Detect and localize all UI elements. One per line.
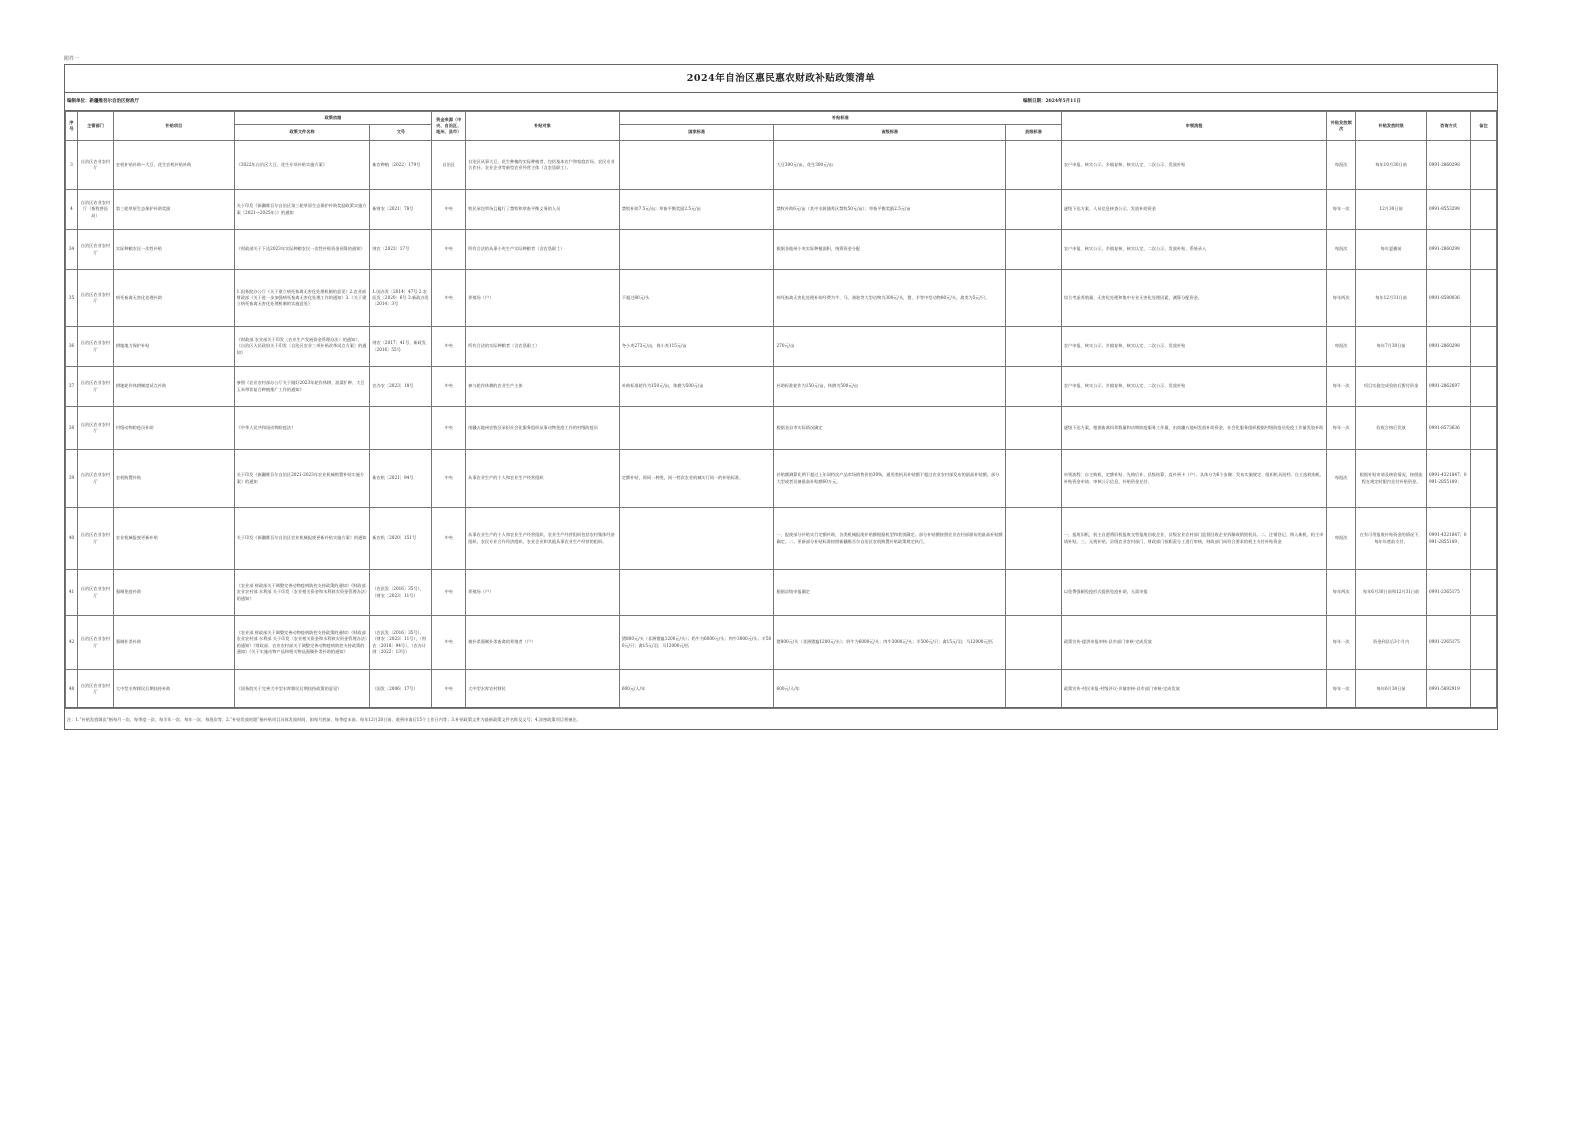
cell-basis-no: （农医发〔2016〕35号），（财农〔2023〕11号），（财农〔2018〕94号），（农办计财〔2022〕13号）: [370, 616, 432, 670]
cell-dept: 自治区农业农村厅: [77, 270, 113, 327]
cell-std-region: 补助标准轮作为150元/亩，休耕为500元/亩: [774, 367, 1005, 407]
cell-remark: [1470, 570, 1496, 616]
cell-frequency: 每年一次: [1327, 616, 1356, 670]
cell-basis-no: [370, 407, 432, 450]
cell-std-region: 大豆300元/亩，花生300元/亩: [774, 141, 1005, 190]
cell-item: 第三轮草原生态保护补助奖励: [113, 190, 234, 230]
cell-frequency: 每批次: [1327, 327, 1356, 367]
cell-process: 政策宣传-村民申报-村级评议-乡镇审核-县市部门审核-完成发放: [1061, 670, 1326, 709]
cell-contact: 0991-2860298: [1427, 141, 1471, 190]
cell-std-county: [1005, 190, 1061, 230]
cell-timing: 在有可用报废补贴资金的情况下，每年年底前支付。: [1356, 508, 1427, 570]
cell-target: 自治区从事大豆、花生种植的实际种植者，包括基本农户和家庭农场、农民专业合作社、农业企业等新型农业经营主体（含农垦职工）。: [466, 141, 620, 190]
header-seq: 序号: [66, 112, 78, 141]
header-source: 资金来源（中央、自治区、地州、县市）: [432, 112, 466, 141]
cell-remark: [1470, 270, 1496, 327]
cell-source: 中央: [432, 327, 466, 367]
cell-basis-name: 《国务院关于完善大中型水库移民后期扶持政策的意见》: [234, 670, 370, 709]
cell-basis-no: 新农机〔2020〕151号: [370, 508, 432, 570]
cell-item: 农业机械报废更新补贴: [113, 508, 234, 570]
cell-process: 以免费强制免疫形式提供免疫补助，无需申报: [1061, 570, 1326, 616]
cell-frequency: 每批次: [1327, 230, 1356, 270]
cell-item: 耕地轮作休耕制度试点补助: [113, 367, 234, 407]
cell-source: 中央: [432, 407, 466, 450]
cell-basis-name: 关于印发《新疆维吾尔自治区第三轮草原生态保护补助奖励政策实施方案（2021—2025年）》的通知: [234, 190, 370, 230]
cell-dept: 自治区农业农村厅: [77, 141, 113, 190]
cell-remark: [1470, 367, 1496, 407]
page-title: 2024年自治区惠民惠农财政补贴政策清单: [65, 65, 1497, 93]
table-row: [66, 367, 1497, 407]
cell-target: 从事农业生产的个人和农业生产经营组织，农业生产经营组织包括农村集体经济组织、农民专业合作经济组织、农业企业和其他从事农业生产经营的组织。: [466, 508, 620, 570]
cell-timing: 每年夏播前: [1356, 230, 1427, 270]
cell-item: 村级动物防疫员补助: [113, 407, 234, 450]
cell-item: 强制扑杀补助: [113, 616, 234, 670]
cell-std-national: 600元/人/年: [619, 670, 774, 709]
cell-std-county: [1005, 616, 1061, 670]
cell-std-county: [1005, 450, 1061, 508]
table-row: [66, 670, 1497, 709]
table-row: [66, 450, 1497, 508]
table-row: [66, 230, 1497, 270]
cell-std-region: 病死畜禽无害化处理补助经费为牛、马、骆驼等大型动物为300元/头，猪、羊等中型动物80元/头，禽类为5元/只。: [774, 270, 1005, 327]
cell-std-national: 禁牧补助7.5元/亩；草畜平衡奖励2.5元/亩: [619, 190, 774, 230]
cell-dept: 自治区农业农村厅（畜牧兽医局）: [77, 190, 113, 230]
cell-process: 农户申报、核实公示、乡镇复核、核实认定、二次公示、发放补贴: [1061, 327, 1326, 367]
cell-contact: 0991-4321847；0991-2855189；: [1427, 450, 1471, 508]
cell-basis-no: 新农种植〔2022〕179号: [370, 141, 432, 190]
cell-dept: 自治区农业农村厅: [77, 508, 113, 570]
cell-seq: 36: [66, 327, 78, 367]
cell-timing: 每年6月30日前: [1356, 670, 1427, 709]
cell-basis-name: 参照《农业农村部办公厅关于做好2023年轮作休耕、油菜扩种、大豆玉米带状复合种植推广工作的通知》: [234, 367, 370, 407]
footnote: 注：1.“补贴发放频次”指每月一次、每季度一次、每半年一次、每年一次、每批次等；2.“补贴发放时限”指补贴项目具体发放时间，如每月底前、每季度末前、每年12月20日前、收到申请后15个工作日内等；3.补贴政策文件为最新政策文件名称及文号；4.涉密政策项目须备注。: [65, 707, 1497, 730]
cell-std-national: [619, 570, 774, 616]
cell-std-region: 根据县级申报确定: [774, 570, 1005, 616]
cell-item: 实际种粮农民一次性补贴: [113, 230, 234, 270]
cell-seq: 39: [66, 450, 78, 508]
cell-basis-no: （国发〔2006〕17号）: [370, 670, 432, 709]
cell-std-county: [1005, 570, 1061, 616]
cell-contact: 0991-8553298: [1427, 190, 1471, 230]
cell-contact: 0991-2862697: [1427, 367, 1471, 407]
cell-target: 所有合法的从事小麦生产实际种粮者（含农垦职工）: [466, 230, 620, 270]
cell-item: 强制免疫补助: [113, 570, 234, 616]
document-frame: [64, 64, 1498, 730]
cell-std-national: [619, 407, 774, 450]
table-row: [66, 327, 1497, 367]
cell-seq: 3: [66, 141, 78, 190]
cell-basis-no: （农医发〔2016〕35号），（财农〔2023〕11号）: [370, 570, 432, 616]
cell-seq: 34: [66, 230, 78, 270]
cell-basis-name: 《2022年自治区大豆、花生专项补贴实施方案》: [234, 141, 370, 190]
cell-source: 中央: [432, 190, 466, 230]
cell-seq: 38: [66, 407, 78, 450]
cell-source: 中央: [432, 270, 466, 327]
cell-std-national: [619, 230, 774, 270]
cell-contact: 0991-8580036: [1427, 270, 1471, 327]
cell-basis-no: 1.国办发〔2014〕47号 2.农医发〔2020〕6号 3.新政办发〔2014〕3号: [370, 270, 432, 327]
cell-process: 逐级下达方案、人员信息核查公示、发放补助资金: [1061, 190, 1326, 230]
cell-target: 南疆五地州农牧区承担社会化服务组织从事动物免疫工作的村级防疫员: [466, 407, 620, 450]
cell-process: 农户申报、核实公示、乡镇复核、核实认定、二次公示、发放补贴: [1061, 367, 1326, 407]
cell-timing: 每年7月30日前: [1356, 327, 1427, 367]
cell-item: 病死畜禽无害化处理补助: [113, 270, 234, 327]
cell-dept: 自治区农业农村厅: [77, 670, 113, 709]
policy-table: [65, 111, 1497, 709]
cell-contact: 0991-2860298: [1427, 230, 1471, 270]
cell-target: 从事农业生产的个人和农业生产经营组织: [466, 450, 620, 508]
cell-timing: 项目实施完成验收后拨付资金: [1356, 367, 1427, 407]
cell-basis-name: 关于印发《新疆维吾尔自治区2021-2023年农业机械购置补贴实施方案》的通知: [234, 450, 370, 508]
cell-std-region: 补贴额测算比例不超过上年同档次产品市场销售价的30%，通用类机具补贴额不超过农业农村部发布的最高补贴额，部分大型或者设备最高补贴额60万元。: [774, 450, 1005, 508]
cell-basis-no: 财农〔2017〕41号、新政发〔2016〕55号: [370, 327, 432, 367]
cell-basis-no: 新财农〔2021〕78号: [370, 190, 432, 230]
cell-process: 综合考虑养殖量、无害化处理和集中专业无害化处理因素，测算分配资金。: [1061, 270, 1326, 327]
meta-bar: [65, 93, 1497, 111]
cell-frequency: 每批次: [1327, 508, 1356, 570]
cell-std-region: 根据各县市实际情况确定: [774, 407, 1005, 450]
cell-std-county: [1005, 141, 1061, 190]
cell-frequency: 每批次: [1327, 141, 1356, 190]
cell-timing: 资金到县后3个月内: [1356, 616, 1427, 670]
cell-basis-name: 关于印发《新疆维吾尔自治区农业机械报废更新补贴实施方案》的通知: [234, 508, 370, 570]
cell-target: 大中型水库农村移民: [466, 670, 620, 709]
cell-source: 中央: [432, 616, 466, 670]
table-row: [66, 570, 1497, 616]
cell-item: 农机购置补贴: [113, 450, 234, 508]
cell-contact: 0991-2860298: [1427, 327, 1471, 367]
cell-seq: 48: [66, 670, 78, 709]
cell-basis-no: 新农机〔2021〕94号: [370, 450, 432, 508]
cell-seq: 40: [66, 508, 78, 570]
header-basis-no: 文号: [370, 125, 432, 141]
cell-seq: 35: [66, 270, 78, 327]
header-basis-group: 政策依据: [234, 112, 432, 125]
table-row: [66, 407, 1497, 450]
cell-basis-no: 财农〔2023〕17号: [370, 230, 432, 270]
cell-frequency: 每批次: [1327, 450, 1356, 508]
cell-source: 中央: [432, 230, 466, 270]
cell-process: 农户申报、核实公示、乡镇复核、核实认定、二次公示、发放补贴: [1061, 141, 1326, 190]
cell-std-national: [619, 508, 774, 570]
cell-dept: 自治区农业农村厅: [77, 230, 113, 270]
compiler-label: 编制单位：新疆维吾尔自治区财政厅: [67, 99, 139, 104]
cell-source: 中央: [432, 450, 466, 508]
cell-source: 自治区: [432, 141, 466, 190]
cell-dept: 自治区农业农村厅: [77, 407, 113, 450]
header-target: 补贴对象: [466, 112, 620, 141]
cell-source: 中央: [432, 570, 466, 616]
cell-frequency: 每年两次: [1327, 270, 1356, 327]
cell-std-region: 禁牧补助6元/亩（其中水源涵养区禁牧50元/亩）；草畜平衡奖励2.5元/亩: [774, 190, 1005, 230]
cell-process: 政策宣传-提供申报审核-县市部门审核-完成发放: [1061, 616, 1326, 670]
table-row: [66, 508, 1497, 570]
cell-item: 大中型水库移民后期扶持补助: [113, 670, 234, 709]
attachment-label: 附件一: [64, 56, 80, 62]
cell-target: 养殖场（户）: [466, 570, 620, 616]
cell-seq: 37: [66, 367, 78, 407]
header-remark: 备注: [1470, 112, 1496, 141]
cell-target: 被扑杀强制扑杀畜禽的养殖者（户）: [466, 616, 620, 670]
cell-remark: [1470, 450, 1496, 508]
cell-basis-name: 《农业部 财政部关于调整完善动物疫病防控支持政策的通知》《财政部 农业农村部 水利部 关于印发〈农业相关资金和水利救灾资金管理办法〉的通知》: [234, 570, 370, 616]
cell-timing: 每年12月31日前: [1356, 270, 1427, 327]
header-std-county: 县级标准: [1005, 125, 1061, 141]
cell-seq: 41: [66, 570, 78, 616]
table-row: [66, 190, 1497, 230]
header-timing: 补贴发放时限: [1356, 112, 1427, 141]
cell-frequency: 每年一次: [1327, 670, 1356, 709]
cell-basis-name: 《中华人民共和国动物防疫法》: [234, 407, 370, 450]
cell-std-county: [1005, 508, 1061, 570]
cell-remark: [1470, 508, 1496, 570]
cell-std-region: 600元/人/年: [774, 670, 1005, 709]
cell-contact: 0991-2365175: [1427, 570, 1471, 616]
cell-source: 中央: [432, 508, 466, 570]
cell-process: 农户申报、核实公示、乡镇复核、核实认定、二次公示、发放补贴、系统录入: [1061, 230, 1326, 270]
cell-std-national: 冬小麦273元/亩，春小麦115元/亩: [619, 327, 774, 367]
cell-item: 农机补贴补助—大豆、花生农机补贴补助: [113, 141, 234, 190]
cell-target: 参与轮作休耕的农业生产主体: [466, 367, 620, 407]
header-standard-group: 补贴标准: [619, 112, 1061, 125]
header-dept: 主管部门: [77, 112, 113, 141]
cell-timing: 验收合格后发放: [1356, 407, 1427, 450]
cell-dept: 自治区农业农村厅: [77, 367, 113, 407]
cell-contact: 0991-4321847；0991-2855189；: [1427, 508, 1471, 570]
cell-remark: [1470, 407, 1496, 450]
cell-remark: [1470, 230, 1496, 270]
cell-remark: [1470, 141, 1496, 190]
cell-std-national: 猪800元/头（非洲猪瘟1200元/头）；奶牛为6000元/头；肉牛3000元/头；羊500元/只；禽15元/羽；马12000元/匹: [619, 616, 774, 670]
cell-process: 一、报废旧机，机主自愿将旧机报废交售报废回收企业，县级农业农村部门监督回收企业拆解或销毁机具。二、注销登记、购入新机，机主申请补贴。三、无规补贴，县级农业农村部门、财政部门按职责分工进行审核，财政部门向符合要求的机主支付补贴资金: [1061, 508, 1326, 570]
cell-frequency: 每年一次: [1327, 367, 1356, 407]
cell-target: 所有合法的实际种粮者（含农垦职工）: [466, 327, 620, 367]
cell-remark: [1470, 616, 1496, 670]
cell-seq: 42: [66, 616, 78, 670]
header-frequency: 补贴发放频次: [1327, 112, 1356, 141]
table-body: [66, 141, 1497, 709]
cell-frequency: 每年一次: [1327, 190, 1356, 230]
cell-std-national: 补助标准轮作为150元/亩，休耕为500元/亩: [619, 367, 774, 407]
cell-basis-name: 《财政部 农业部关于印发〈农业生产发展资金管理办法〉的通知》、《自治区人民政府关于印发〈自治区农业三项补贴改革试点方案〉的通知》: [234, 327, 370, 367]
cell-dept: 自治区农业农村厅: [77, 450, 113, 508]
cell-basis-name: 《财政部关于下达2023年实际种粮农民一次性补贴资金预算的通知》: [234, 230, 370, 270]
cell-remark: [1470, 670, 1496, 709]
cell-basis-no: 农办农〔2023〕18号: [370, 367, 432, 407]
header-std-region: 省级标准: [774, 125, 1005, 141]
cell-remark: [1470, 190, 1496, 230]
cell-contact: 0991-5892919: [1427, 670, 1471, 709]
cell-std-county: [1005, 230, 1061, 270]
cell-seq: 4: [66, 190, 78, 230]
cell-process: 申领流程：自主购机、定额补贴、先购后补、县级结算、直补到卡（户）。具体分为6个步骤：发布实施规定、组织机具投档、自主选机购机、补贴资金申请、审核公示信息、补贴资金兑付。: [1061, 450, 1326, 508]
cell-timing: 每年6月30日前和12月31日前: [1356, 570, 1427, 616]
cell-std-region: 一、报废部分补贴实行定额补助，各类机械报废补贴额根据机型和类别确定。部分补贴额按照农业农村部颁布的最高补贴额确定。二、更新部分补贴标准按照新疆维吾尔自治区农机购置补贴政策规定执行。: [774, 508, 1005, 570]
cell-contact: 0991-2365175: [1427, 616, 1471, 670]
header-item: 补贴项目: [113, 112, 234, 141]
cell-source: 中央: [432, 367, 466, 407]
cell-dept: 自治区农业农村厅: [77, 616, 113, 670]
cell-frequency: 每年一次: [1327, 407, 1356, 450]
table-row: [66, 141, 1497, 190]
cell-process: 逐级下达方案，根据畜禽饲养数量和动物防疫服务工作量，由南疆五地州发放补助资金，社会化服务组织根据村级防疫员免疫工作量发放补助: [1061, 407, 1326, 450]
cell-remark: [1470, 327, 1496, 367]
header-process: 申领流程: [1061, 112, 1326, 141]
cell-std-region: 270元/亩: [774, 327, 1005, 367]
cell-frequency: 每年两次: [1327, 570, 1356, 616]
table-row: [66, 616, 1497, 670]
cell-timing: 根据补贴申请及核验情况，按照流程在规定时限内兑付补贴资金。: [1356, 450, 1427, 508]
cell-contact: 0991-8573636: [1427, 407, 1471, 450]
header-basis-name: 政策文件名称: [234, 125, 370, 141]
cell-std-county: [1005, 270, 1061, 327]
cell-timing: 每年10月30日前: [1356, 141, 1427, 190]
cell-basis-name: 1.国务院办公厅《关于建立病死畜禽无害化处理机制的意见》2.农业部 财政部《关于进一步加强病死畜禽无害化处理工作的通知》3.《关于建立病死畜禽无害化处理机制的实施意见》: [234, 270, 370, 327]
cell-std-county: [1005, 670, 1061, 709]
cell-timing: 12月30日前: [1356, 190, 1427, 230]
cell-std-county: [1005, 407, 1061, 450]
cell-basis-name: 《农业部 财政部关于调整完善动物疫病防控支持政策的通知》《财政部 农业农村部 水利部 关于印发〈农业相关资金和水利救灾资金管理办法〉的通知》《财政部、农业农村部关于调整完善动物疫病防控支持政策的通知》《关于实施动物产品和相关物品强制扑杀补助的通知》: [234, 616, 370, 670]
cell-target: 牧民承包草场且履行了禁牧和草畜平衡义务的人员: [466, 190, 620, 230]
header-contact: 咨询方式: [1427, 112, 1471, 141]
header-std-national: 国家标准: [619, 125, 774, 141]
cell-dept: 自治区农业农村厅: [77, 327, 113, 367]
cell-std-national: [619, 141, 774, 190]
cell-std-national: 不超过80元/头: [619, 270, 774, 327]
cell-std-county: [1005, 367, 1061, 407]
table-row: [66, 270, 1497, 327]
cell-source: 中央: [432, 670, 466, 709]
compile-date: 编制日期：2024年5月11日: [1023, 99, 1081, 104]
cell-target: 养殖场（户）: [466, 270, 620, 327]
cell-std-region: 猪800元/头（非洲猪瘟1200元/头）；奶牛为6000元/头；肉牛3000元/头；羊500元/只；禽15元/羽；马12000元/匹: [774, 616, 1005, 670]
cell-std-national: 定额补贴，即同一种类，同一档次农业机械实行同一的补贴标准。: [619, 450, 774, 508]
cell-dept: 自治区农业农村厅: [77, 570, 113, 616]
cell-item: 耕地地力保护补贴: [113, 327, 234, 367]
cell-std-county: [1005, 327, 1061, 367]
cell-std-region: 根据各地州小麦实际种植面积，统筹资金分配: [774, 230, 1005, 270]
